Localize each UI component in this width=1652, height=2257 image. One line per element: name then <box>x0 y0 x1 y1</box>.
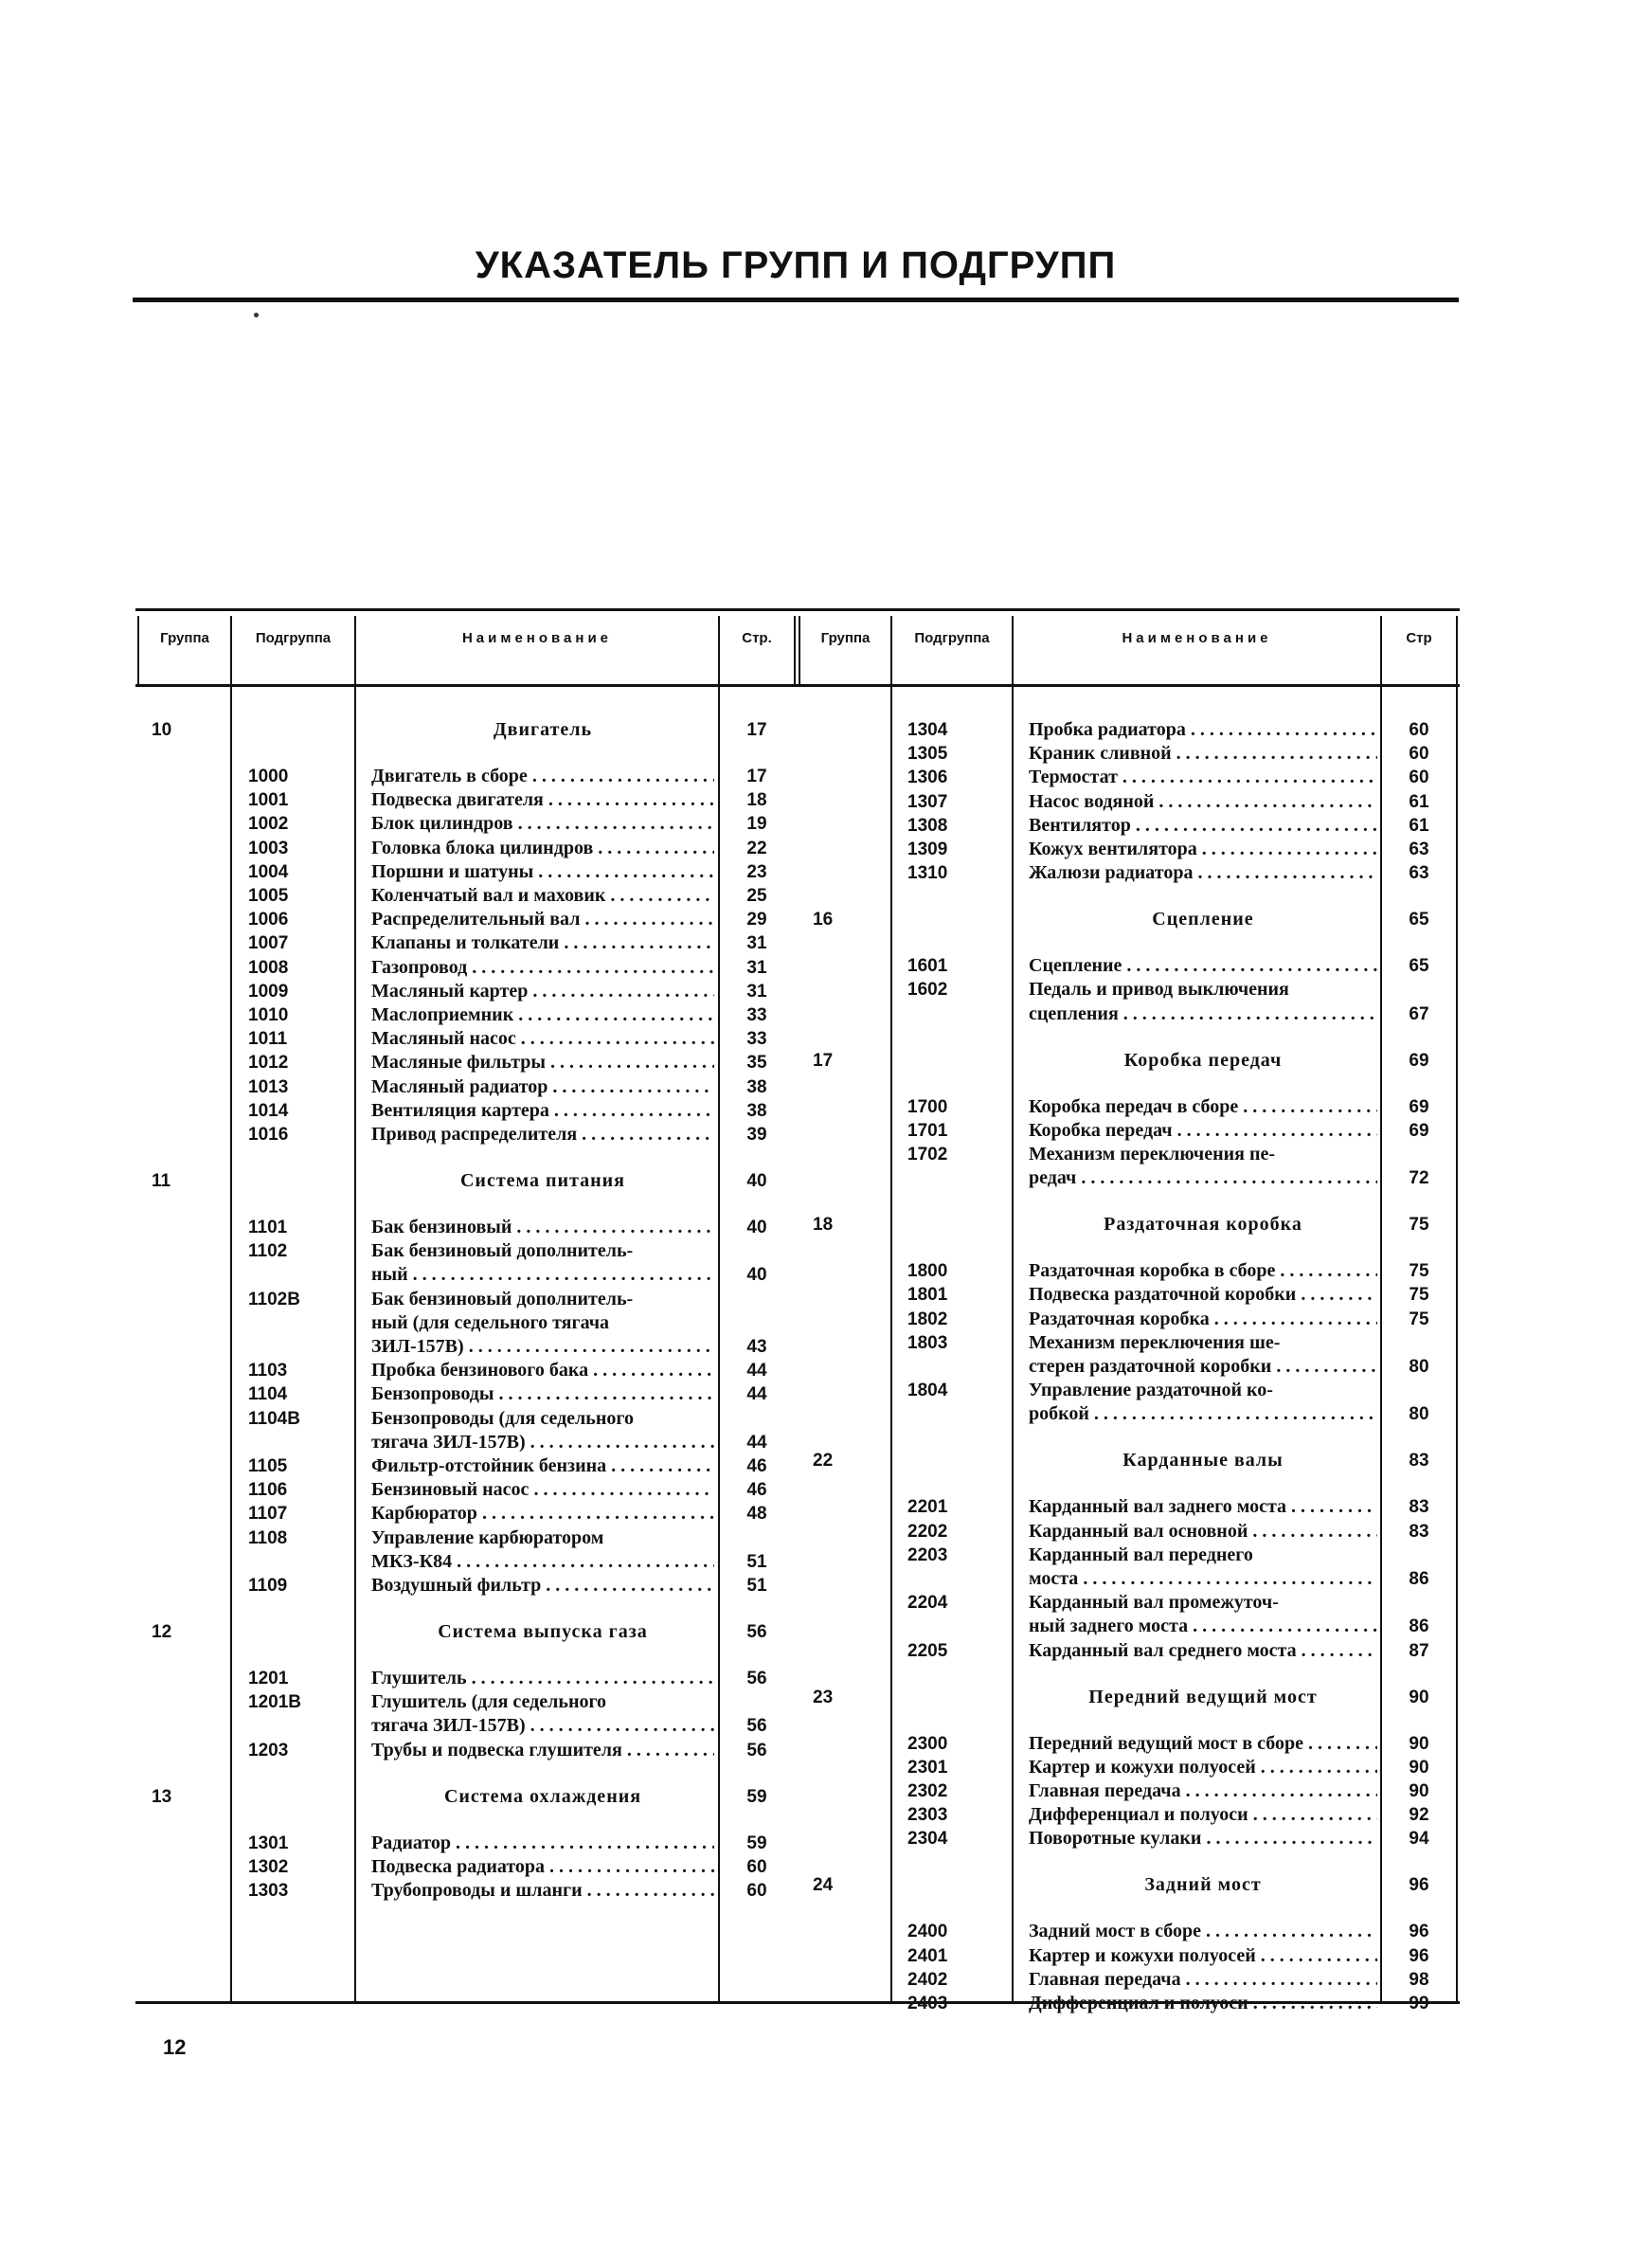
item-name: Газопровод . . . <box>371 956 714 980</box>
header-name: Наименование <box>1122 630 1272 646</box>
table-row <box>0 1331 1652 1355</box>
subgroup-code: 1108 <box>248 1527 288 1548</box>
subgroup-code: 1001 <box>248 790 289 811</box>
subgroup-code: 1601 <box>907 956 948 977</box>
column-divider <box>794 616 796 686</box>
group-code: 13 <box>152 1786 172 1807</box>
subgroup-code: 1007 <box>248 933 289 954</box>
page-number: 12 <box>163 2035 187 2059</box>
group-heading-row <box>0 908 1652 931</box>
page-ref: 40 <box>746 1218 767 1237</box>
table-row <box>0 1827 1652 1851</box>
item-name: Раздаточная коробка . . . <box>1029 1308 1377 1331</box>
page-ref: 63 <box>1409 863 1429 884</box>
page-ref: 65 <box>1409 956 1429 977</box>
table-row <box>0 1732 1652 1756</box>
group-heading-row <box>0 1449 1652 1472</box>
item-name: Раздаточная коробка в сборе . . . <box>1029 1259 1377 1283</box>
page-ref: 56 <box>746 1740 767 1760</box>
item-name: Коробка передач в сборе . . . <box>1029 1095 1377 1119</box>
page-ref: 80 <box>1409 1357 1429 1377</box>
page-ref: 69 <box>1409 1050 1429 1071</box>
header-name: Наименование <box>461 630 613 646</box>
subgroup-code: 1107 <box>248 1504 288 1525</box>
subgroup-code: 1702 <box>907 1145 948 1165</box>
page-ref: 22 <box>746 838 767 858</box>
item-name: Радиатор . . . <box>371 1832 714 1855</box>
page-ref: 31 <box>746 933 767 954</box>
item-name: Термостат . . . <box>1029 766 1377 789</box>
item-name: тягача ЗИЛ-157В) . . . <box>371 1431 714 1454</box>
table-row <box>0 1944 1652 1968</box>
item-name: Карданный вал промежуточ- <box>1029 1592 1279 1614</box>
subgroup-code: 1804 <box>907 1381 948 1401</box>
group-title: Двигатель <box>493 719 593 740</box>
table-row <box>0 1283 1652 1307</box>
item-name: Дифференциал и полуоси . . . <box>1029 1803 1377 1827</box>
item-name: Педаль и привод выключения <box>1029 979 1289 1001</box>
item-name: Задний мост в сборе . . . <box>1029 1920 1377 1943</box>
item-name: Коробка передач . . . <box>1029 1119 1377 1143</box>
item-name: Картер и кожухи полуосей . . . <box>1029 1944 1377 1968</box>
page-ref: 59 <box>746 1786 767 1807</box>
page-ref: 98 <box>1409 1969 1429 1990</box>
stray-dot <box>254 313 259 317</box>
item-name: Трубопроводы и шланги . . . <box>371 1879 714 1903</box>
item-name: МКЗ-К84 . . . <box>371 1550 714 1574</box>
group-title: Раздаточная коробка <box>1104 1214 1302 1236</box>
item-name: Бак бензиновый . . . <box>371 1216 714 1239</box>
page-ref: 59 <box>746 1833 767 1853</box>
item-name: Трубы и подвеска глушителя . . . <box>371 1739 714 1762</box>
page-ref: 23 <box>746 861 767 882</box>
table-row <box>0 790 1652 814</box>
subgroup-code: 1801 <box>907 1285 948 1306</box>
item-name: Головка блока цилиндров . . . <box>371 837 714 860</box>
item-name: Воздушный фильтр . . . <box>371 1574 714 1598</box>
table-row <box>0 1520 1652 1544</box>
item-name: стерен раздаточной коробки . . . <box>1029 1355 1377 1379</box>
page-ref: 92 <box>1409 1805 1429 1826</box>
page-ref: 31 <box>746 957 767 978</box>
page-ref: 17 <box>746 720 767 740</box>
group-code: 10 <box>152 720 172 740</box>
page-ref: 38 <box>746 1076 767 1097</box>
table-row <box>0 1143 1652 1166</box>
group-code: 17 <box>813 1050 834 1071</box>
header-subgroup: Подгруппа <box>255 630 332 646</box>
page-ref: 56 <box>746 1716 767 1737</box>
item-name: Передний ведущий мост в сборе . . . <box>1029 1732 1377 1756</box>
page-ref: 65 <box>1409 910 1429 930</box>
item-name: Подвеска раздаточной коробки . . . <box>1029 1283 1377 1307</box>
item-name: Сцепление . . . <box>1029 954 1377 978</box>
table-row <box>0 1355 1652 1379</box>
item-name: тягача ЗИЛ-157В) . . . <box>371 1714 714 1738</box>
page-ref: 72 <box>1409 1168 1429 1189</box>
subgroup-code: 1201 <box>248 1669 289 1688</box>
table-row <box>0 931 1652 955</box>
page-ref: 69 <box>1409 1096 1429 1117</box>
column-divider <box>799 616 800 686</box>
page-ref: 60 <box>1409 767 1429 788</box>
subgroup-code: 1000 <box>248 767 289 786</box>
table-row <box>0 838 1652 861</box>
item-name: редач . . . <box>1029 1166 1377 1190</box>
subgroup-code: 2204 <box>907 1593 948 1614</box>
subgroup-code: 1701 <box>907 1120 948 1141</box>
page-ref: 67 <box>1409 1003 1429 1024</box>
item-name: ный . . . <box>371 1263 714 1287</box>
subgroup-code: 1308 <box>907 815 948 836</box>
item-name: Маслоприемник . . . <box>371 1003 714 1027</box>
page-ref: 75 <box>1409 1309 1429 1329</box>
subgroup-code: 1304 <box>907 720 948 740</box>
table-row <box>0 1379 1652 1402</box>
page-ref: 90 <box>1409 1781 1429 1801</box>
header-group: Группа <box>160 630 209 646</box>
group-code: 18 <box>813 1215 834 1236</box>
page-ref: 25 <box>746 886 767 906</box>
subgroup-code: 1009 <box>248 981 289 1002</box>
item-name: Механизм переключения ше- <box>1029 1331 1281 1353</box>
page-ref: 44 <box>746 1432 767 1453</box>
table-row <box>0 1402 1652 1426</box>
item-name: Поворотные кулаки . . . <box>1029 1827 1377 1851</box>
page-ref: 61 <box>1409 791 1429 812</box>
table-row <box>0 1027 1652 1051</box>
subgroup-code: 2402 <box>907 1969 948 1990</box>
page-ref: 83 <box>1409 1497 1429 1518</box>
table-row <box>0 1591 1652 1615</box>
table-row <box>0 954 1652 978</box>
subgroup-code: 1102В <box>248 1289 300 1309</box>
subgroup-code: 1004 <box>248 861 289 882</box>
item-name: Фильтр-отстойник бензина . . . <box>371 1454 714 1478</box>
item-name: Двигатель в сборе . . . <box>371 765 714 788</box>
subgroup-code: 1105 <box>248 1456 288 1476</box>
group-heading-row <box>0 1049 1652 1073</box>
table-row <box>0 718 1652 742</box>
subgroup-code: 1101 <box>248 1218 288 1237</box>
subgroup-code: 2303 <box>907 1805 948 1826</box>
item-name: Карданный вал заднего моста . . . <box>1029 1495 1377 1519</box>
subgroup-code: 1005 <box>248 886 289 906</box>
subgroup-code: 1800 <box>907 1261 948 1282</box>
group-title: Карданные валы <box>1122 1450 1284 1472</box>
table-row <box>0 1920 1652 1943</box>
item-name: Управление раздаточной ко- <box>1029 1380 1273 1401</box>
item-name: сцепления . . . <box>1029 1002 1377 1026</box>
page-ref: 31 <box>746 981 767 1002</box>
subgroup-code: 1306 <box>907 767 948 788</box>
page-ref: 40 <box>746 1265 767 1286</box>
subgroup-code: 1201В <box>248 1692 301 1713</box>
item-name: Управление карбюратором <box>371 1526 604 1548</box>
item-name: Бензопроводы . . . <box>371 1382 714 1406</box>
page-ref: 51 <box>746 1551 767 1572</box>
header-subgroup: Подгруппа <box>914 630 990 646</box>
page-ref: 60 <box>746 1856 767 1877</box>
subgroup-code: 1012 <box>248 1053 289 1074</box>
item-name: Насос водяной . . . <box>1029 790 1377 814</box>
item-name: Кожух вентилятора . . . <box>1029 838 1377 861</box>
page-ref: 33 <box>746 1005 767 1025</box>
table-row <box>0 1166 1652 1190</box>
table-row <box>0 814 1652 838</box>
item-name: Жалюзи радиатора . . . <box>1029 861 1377 885</box>
item-name: Подвеска двигателя . . . <box>371 788 714 812</box>
page-ref: 75 <box>1409 1261 1429 1282</box>
item-name: моста . . . <box>1029 1567 1377 1591</box>
item-name: Бензиновый насос . . . <box>371 1478 714 1502</box>
table-row <box>0 1567 1652 1591</box>
table-row <box>0 1615 1652 1638</box>
group-title: Передний ведущий мост <box>1088 1686 1318 1707</box>
page-ref: 51 <box>746 1576 767 1596</box>
item-name: Масляный картер . . . <box>371 980 714 1003</box>
item-name: ЗИЛ-157В) . . . <box>371 1335 714 1359</box>
page-ref: 83 <box>1409 1521 1429 1542</box>
subgroup-code: 1303 <box>248 1881 289 1901</box>
page-ref: 96 <box>1409 1945 1429 1966</box>
subgroup-code: 2401 <box>907 1945 948 1966</box>
page-ref: 46 <box>746 1480 767 1501</box>
group-title: Система охлаждения <box>443 1785 642 1807</box>
table-row <box>0 1495 1652 1519</box>
table-row <box>0 1756 1652 1779</box>
item-name: Бак бензиновый дополнитель- <box>371 1288 634 1309</box>
page-ref: 80 <box>1409 1404 1429 1425</box>
subgroup-code: 2300 <box>907 1733 948 1754</box>
page-ref: 94 <box>1409 1829 1429 1850</box>
subgroup-code: 1310 <box>907 863 948 884</box>
page-ref: 46 <box>746 1456 767 1476</box>
page-ref: 60 <box>1409 720 1429 740</box>
page-ref: 75 <box>1409 1215 1429 1236</box>
table-row <box>0 1803 1652 1827</box>
item-name: Глушитель (для седельного <box>371 1691 607 1713</box>
subgroup-code: 2205 <box>907 1640 948 1661</box>
header-page: Стр <box>1406 630 1432 646</box>
subgroup-code: 1109 <box>248 1576 288 1596</box>
group-title: Система выпуска газа <box>438 1621 648 1642</box>
item-name: Карданный вал основной . . . <box>1029 1520 1377 1544</box>
group-title: Задний мост <box>1144 1874 1262 1896</box>
page-ref: 90 <box>1409 1757 1429 1778</box>
item-name: Бензопроводы (для седельного <box>371 1407 634 1429</box>
page-ref: 60 <box>746 1881 767 1901</box>
item-name: Главная передача . . . <box>1029 1968 1377 1992</box>
item-name: Механизм переключения пе- <box>1029 1144 1275 1165</box>
subgroup-code: 2202 <box>907 1521 948 1542</box>
item-name: Привод распределителя . . . <box>371 1123 714 1147</box>
group-code: 16 <box>813 910 834 930</box>
subgroup-code: 2203 <box>907 1544 948 1565</box>
item-name: Дифференциал и полуоси . . . <box>1029 1992 1377 2015</box>
page-ref: 96 <box>1409 1922 1429 1942</box>
subgroup-code: 2301 <box>907 1757 948 1778</box>
group-code: 23 <box>813 1687 834 1707</box>
page-ref: 19 <box>746 814 767 835</box>
subgroup-code: 1106 <box>248 1480 288 1501</box>
page-ref: 69 <box>1409 1120 1429 1141</box>
subgroup-code: 2403 <box>907 1994 948 2013</box>
page-ref: 60 <box>1409 744 1429 765</box>
page-ref: 83 <box>1409 1451 1429 1472</box>
page-ref: 40 <box>746 1171 767 1191</box>
item-name: Блок цилиндров . . . <box>371 812 714 836</box>
subgroup-code: 1700 <box>907 1096 948 1117</box>
table-row <box>0 1639 1652 1663</box>
page-ref: 18 <box>746 790 767 811</box>
group-title: Система питания <box>459 1170 625 1191</box>
item-name: Карданный вал среднего моста . . . <box>1029 1639 1377 1663</box>
subgroup-code: 1103 <box>248 1361 288 1381</box>
subgroup-code: 1802 <box>907 1309 948 1329</box>
item-name: Картер и кожухи полуосей . . . <box>1029 1756 1377 1779</box>
item-name: Подвеска радиатора . . . <box>371 1855 714 1879</box>
page-ref: 17 <box>746 767 767 786</box>
item-name: Вентиляция картера . . . <box>371 1099 714 1123</box>
table-row <box>0 1119 1652 1143</box>
item-name: Коленчатый вал и маховик . . . <box>371 884 714 908</box>
item-name: ный заднего моста . . . <box>1029 1615 1377 1638</box>
subgroup-code: 1003 <box>248 838 289 858</box>
table-row <box>0 766 1652 789</box>
header-group: Группа <box>820 630 871 646</box>
subgroup-code: 1016 <box>248 1125 289 1145</box>
item-name: Краник сливной . . . <box>1029 742 1377 766</box>
subgroup-code: 1011 <box>248 1029 288 1050</box>
header-page: Стр. <box>742 630 772 646</box>
page-ref: 35 <box>746 1053 767 1074</box>
title-rule <box>133 298 1459 302</box>
table-row <box>0 1095 1652 1119</box>
item-name: Бак бензиновый дополнитель- <box>371 1240 634 1262</box>
page-ref: 44 <box>746 1361 767 1381</box>
subgroup-code: 1305 <box>907 744 948 765</box>
page-ref: 63 <box>1409 840 1429 859</box>
page-ref: 48 <box>746 1504 767 1525</box>
group-heading-row <box>0 1213 1652 1237</box>
table-row <box>0 1259 1652 1283</box>
page-ref: 39 <box>746 1125 767 1145</box>
subgroup-code: 1803 <box>907 1332 948 1353</box>
subgroup-code: 1008 <box>248 957 289 978</box>
table-top-rule <box>135 608 1460 611</box>
item-name: Масляный радиатор . . . <box>371 1075 714 1099</box>
page-ref: 86 <box>1409 1616 1429 1637</box>
subgroup-code: 1013 <box>248 1076 289 1097</box>
item-name: Карданный вал переднего <box>1029 1544 1253 1565</box>
page-ref: 99 <box>1409 1994 1429 2013</box>
table-row <box>0 1992 1652 2015</box>
group-heading-row <box>0 1686 1652 1709</box>
item-name: Вентилятор . . . <box>1029 814 1377 838</box>
group-code: 22 <box>813 1451 834 1472</box>
page-ref: 56 <box>746 1669 767 1688</box>
item-name: Поршни и шатуны . . . <box>371 860 714 884</box>
item-name: Главная передача . . . <box>1029 1779 1377 1803</box>
subgroup-code: 1307 <box>907 791 948 812</box>
subgroup-code: 1203 <box>248 1740 289 1760</box>
table-row <box>0 861 1652 885</box>
item-name: робкой . . . <box>1029 1402 1377 1426</box>
page-ref: 43 <box>746 1337 767 1357</box>
table-row <box>0 1779 1652 1803</box>
subgroup-code: 1010 <box>248 1005 289 1025</box>
table-row <box>0 1544 1652 1567</box>
subgroup-code: 1002 <box>248 814 289 835</box>
group-code: 12 <box>152 1622 172 1642</box>
subgroup-code: 2304 <box>907 1829 948 1850</box>
page-title: УКАЗАТЕЛЬ ГРУПП И ПОДГРУПП <box>475 244 1117 286</box>
column-divider <box>137 616 139 686</box>
subgroup-code: 1014 <box>248 1100 289 1121</box>
page-ref: 75 <box>1409 1285 1429 1306</box>
table-row <box>0 978 1652 1002</box>
item-name: Масляные фильтры . . . <box>371 1051 714 1074</box>
page-ref: 61 <box>1409 815 1429 836</box>
page-ref: 56 <box>746 1622 767 1642</box>
item-name: ный (для седельного тягача <box>371 1311 610 1333</box>
table-row <box>0 1002 1652 1026</box>
item-name: Карбюратор . . . <box>371 1502 714 1526</box>
group-title: Коробка передач <box>1123 1049 1283 1071</box>
page-ref: 90 <box>1409 1687 1429 1707</box>
subgroup-code: 1301 <box>248 1833 289 1853</box>
page-ref: 96 <box>1409 1875 1429 1896</box>
subgroup-code: 2400 <box>907 1922 948 1942</box>
subgroup-code: 1102 <box>248 1241 288 1262</box>
group-code: 11 <box>152 1171 171 1191</box>
subgroup-code: 1104 <box>248 1384 288 1405</box>
item-name: Масляный насос . . . <box>371 1027 714 1051</box>
item-name: Пробка радиатора . . . <box>1029 718 1377 742</box>
item-name: Пробка бензинового бака . . . <box>371 1359 714 1382</box>
subgroup-code: 2302 <box>907 1781 948 1801</box>
table-row <box>0 1308 1652 1331</box>
subgroup-code: 2201 <box>907 1497 948 1518</box>
subgroup-code: 1309 <box>907 840 948 859</box>
item-name: Глушитель . . . <box>371 1667 714 1690</box>
table-row <box>0 742 1652 766</box>
group-title: Сцепление <box>1152 909 1254 930</box>
subgroup-code: 1006 <box>248 910 289 930</box>
page-ref: 44 <box>746 1384 767 1405</box>
table-row <box>0 1968 1652 1992</box>
page-ref: 87 <box>1409 1640 1429 1661</box>
item-name: Распределительный вал . . . <box>371 908 714 931</box>
page-ref: 90 <box>1409 1733 1429 1754</box>
subgroup-code: 1104В <box>248 1408 300 1429</box>
table-row <box>0 884 1652 908</box>
item-name: Клапаны и толкатели . . . <box>371 931 714 955</box>
group-heading-row <box>0 1873 1652 1897</box>
page-ref: 29 <box>746 910 767 930</box>
page-ref: 38 <box>746 1100 767 1121</box>
table-header-rule <box>135 684 1460 687</box>
subgroup-code: 1302 <box>248 1856 289 1877</box>
group-code: 24 <box>813 1875 834 1896</box>
subgroup-code: 1602 <box>907 980 948 1001</box>
page-ref: 86 <box>1409 1569 1429 1589</box>
page-ref: 33 <box>746 1029 767 1050</box>
